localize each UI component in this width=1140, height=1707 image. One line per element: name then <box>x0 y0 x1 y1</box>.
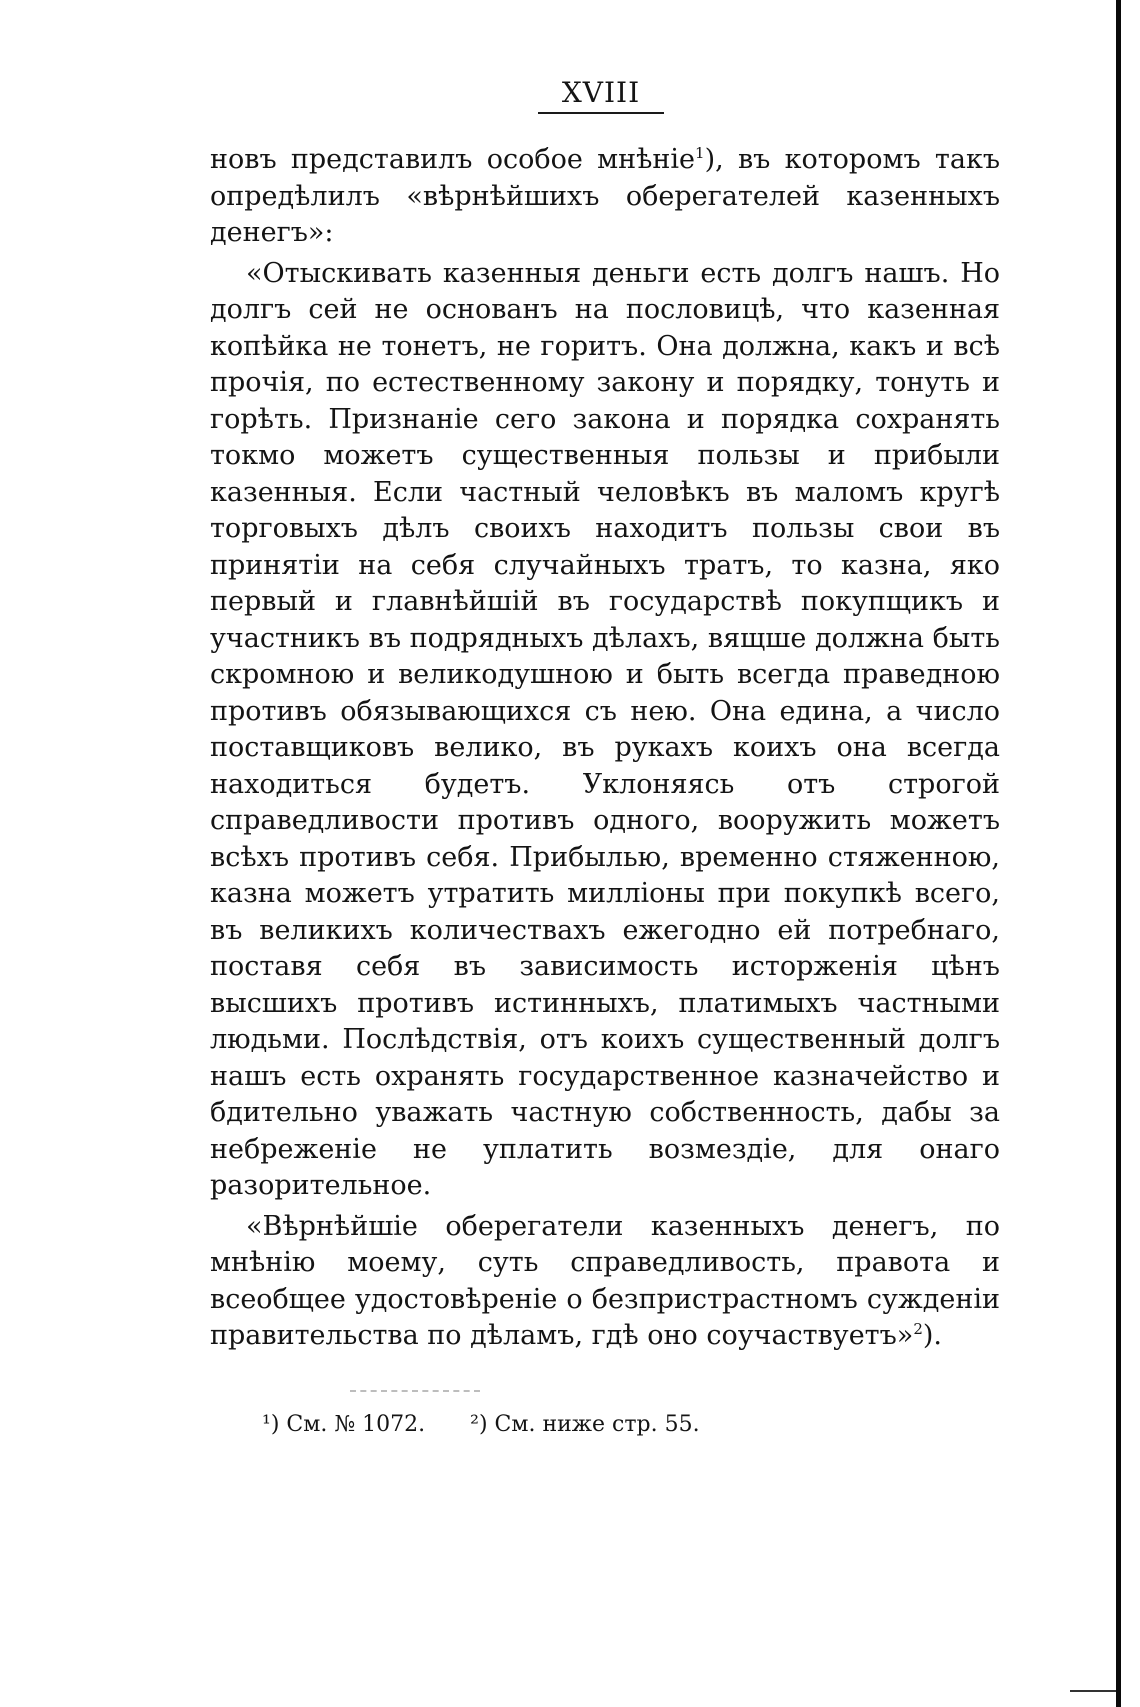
paragraph-3-text: «Вѣрнѣйшіе оберегатели казенныхъ денегъ, по мнѣнію моему, суть справедливость, правота и всеобщее удостовѣреніе о безпристрастномъ сужденіи правительства по дѣламъ, гдѣ оно соучаствуетъ» <box>210 1210 1000 1351</box>
footnote-1: ¹) См. № 1072. <box>262 1412 426 1437</box>
footnote-2: ²) См. ниже стр. 55. <box>470 1412 700 1437</box>
page-number: XVIII <box>561 76 641 109</box>
paragraph-1 <box>210 142 1000 252</box>
footnote-marker-2: 2 <box>913 1320 923 1338</box>
footnote-separator <box>350 1390 480 1392</box>
footnotes <box>262 1410 982 1440</box>
footnote-marker-1: 1 <box>695 144 705 162</box>
header-rule <box>538 112 664 114</box>
scan-border <box>1116 0 1121 1707</box>
paragraph-3 <box>210 1209 1000 1355</box>
paragraph-1-text: новъ представилъ особое мнѣніе <box>210 144 696 175</box>
paragraph-1-text-cont: ), въ которомъ такъ опредѣлилъ «вѣрнѣйшихъ оберегателей казенныхъ денегъ»: <box>210 144 1000 248</box>
paragraph-3-text-cont: ). <box>922 1320 942 1351</box>
paragraph-2: «Отыскивать казенныя деньги есть долгъ нашъ. Но долгъ сей не основанъ на пословицѣ, что казенная копѣйка не тонетъ, не горитъ. Она должна, какъ и всѣ прочія, по естественному закону и порядку, тонуть и горѣть. Признаніе сего закона и порядка сохранять токмо можетъ существенныя пользы и прибыли казенныя. Если частный человѣкъ въ маломъ кругѣ торговыхъ дѣлъ своихъ находитъ пользы свои въ принятіи на себя случайныхъ тратъ, то казна, яко первый и главнѣйшій въ государствѣ покупщикъ и участникъ въ подрядныхъ дѣлахъ, вящше должна быть скромною и великодушною и быть всегда праведною противъ обязывающихся съ нею. Она едина, а число поставщиковъ велико, въ рукахъ коихъ она всегда находиться будетъ. Уклоняясь отъ строгой справедливости противъ одного, вооружить можетъ всѣхъ противъ себя. Прибылью, временно стяженною, казна можетъ утратить милліоны при покупкѣ всего, въ великихъ количествахъ ежегодно ей потребнаго, поставя себя въ зависимость исторженія цѣнъ высшихъ противъ истинныхъ, платимыхъ частными людьми. Послѣдствія, отъ коихъ существенный долгъ нашъ есть охранять государственное казначейство и бдительно уважать частную собственность, дабы за небреженіе не уплатить возмездіе, для онаго разорительное. <box>210 257 1000 1201</box>
body-text <box>210 142 1000 1359</box>
scan-edge <box>1070 1690 1116 1692</box>
